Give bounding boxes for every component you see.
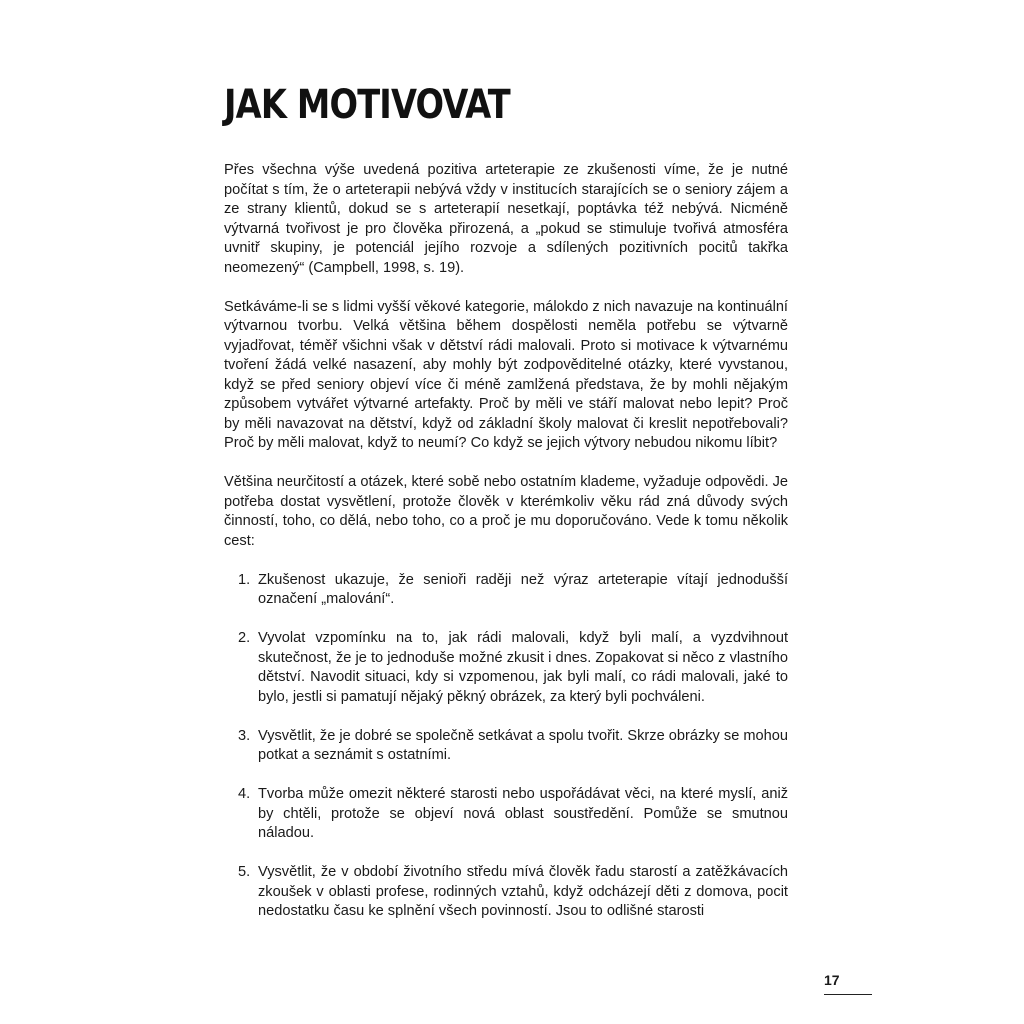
body-text [224, 161, 788, 941]
list-item-text: Vysvětlit, že je dobré se společně setkávat a spolu tvořit. Skrze obrázky se mohou potkat a seznámit s ostatními. [258, 727, 788, 763]
list-item-number: 2. [238, 630, 251, 646]
page-number: 17 [824, 972, 840, 988]
paragraph: Většina neurčitostí a otázek, které sobě nebo ostatním klademe, vyžaduje odpovědi. Je potřeba dostat vysvětlení, protože člověk v kterémkoliv věku rád zná důvody svých činností, toho, co dělá, nebo toho, co a proč je mu doporučováno. Vede k tomu několik cest: [224, 474, 788, 549]
list-item-number: 5. [238, 864, 251, 880]
list-item-number: 4. [238, 786, 251, 802]
page-footer [824, 970, 872, 995]
paragraph: Přes všechna výše uvedená pozitiva arteterapie ze zkušenosti víme, že je nutné počítat s tím, že o arteterapii nebývá vždy v institucích starajících se o seniory zájem a ze strany klientů, dokud se s arteterapií nesetkají, poptávka též nebývá. Nicméně výtvarná tvořivost je pro člověka přirozená, a „pokud se stimuluje tvořivá atmosféra uvnitř skupiny, je potenciál jejího rozvoje a sdílených pozitivních pocitů takřka neomezený“ (Campbell, 1998, s. 19). [224, 162, 788, 276]
list-item [224, 785, 788, 844]
list-item-number: 3. [238, 727, 251, 744]
list-item [224, 571, 788, 610]
footer-rule [824, 994, 872, 995]
paragraph: Setkáváme-li se s lidmi vyšší věkové kategorie, málokdo z nich navazuje na kontinuální výtvarnou tvorbu. Velká většina během dospělosti neměla potřebu se výtvarně vyjadřovat, téměř všichni však v dětství rádi malovali. Proto si motivace k výtvarnému tvoření žádá velké nasazení, aby mohly být zodpověditelné otázky, které vyvstanou, když se před seniory objeví více či méně zamlžená představa, že by mohli nějakým způsobem vytvářet výtvarné artefakty. Proč by měli ve stáří malovat nebo lepit? Proč by měli navazovat na dětství, když od základní školy malovat či kreslit nepotřebovali? Proč by měli malovat, když to neumí? Co když se jejich výtvory nebudou nikomu líbit? [224, 298, 788, 451]
list-item-number: 1. [238, 571, 251, 588]
list-item-text: Vyvolat vzpomínku na to, jak rádi malovali, když byli malí, a vyzdvihnout skutečnost, že je to jednoduše možné zkusit i dnes. Zopakovat si něco z vlastního dětství. Navodit situaci, kdy si vzpomenou, jak byli malí, co rádi malovali, jaké to bylo, jestli si pamatují nějaký pěkný obrázek, za který byli pochváleni. [258, 630, 788, 705]
page-heading: JAK MOTIVOVAT [224, 82, 510, 128]
list-item-text: Tvorba může omezit některé starosti nebo uspořádávat věci, na které myslí, aniž by chtěli, protože se objeví nová oblast soustředění. Pomůže se smutnou náladou. [258, 786, 788, 841]
list-item-text: Vysvětlit, že v období životního středu mívá člověk řadu starostí a zatěžkávacích zkoušek v oblasti profese, rodinných vztahů, když odcházejí děti z domova, pocit nedostatku času ke splnění všech povinností. Jsou to odlišné starosti [258, 864, 788, 919]
list-item [224, 727, 788, 766]
list-item-text: Zkušenost ukazuje, že senioři raději než výraz arteterapie vítají jednodušší označení „malování“. [258, 571, 788, 607]
list-item [224, 629, 788, 707]
list-item [224, 863, 788, 922]
numbered-list [224, 571, 788, 922]
